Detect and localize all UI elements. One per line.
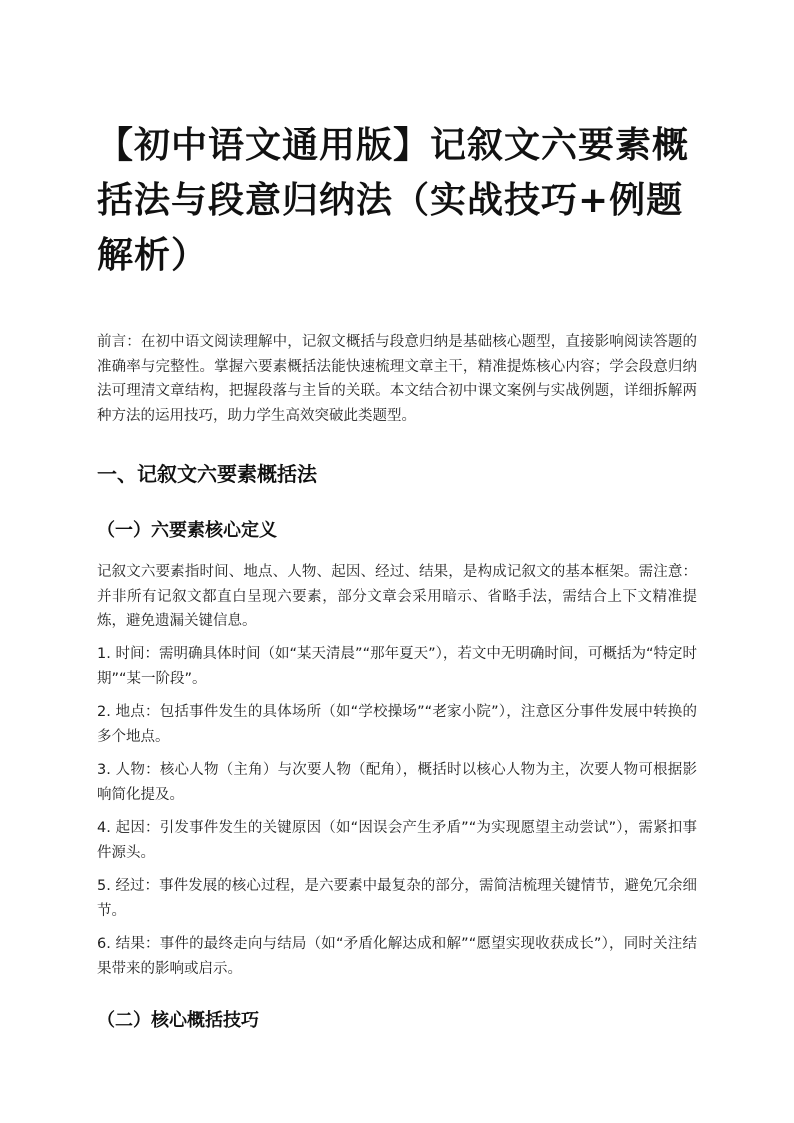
definition-intro-paragraph: 记叙文六要素指时间、地点、人物、起因、经过、结果，是构成记叙文的基本框架。需注意：并非所有记叙文都直白呈现六要素，部分文章会采用暗示、省略手法，需结合上下文精准提炼，避免遗漏关键信息。 (97, 564, 697, 629)
section-heading-six-elements: 一、记叙文六要素概括法 (97, 462, 317, 486)
list-item-place: 2. 地点：包括事件发生的具体场所（如“学校操场”“老家小院”），注意区分事件发展中转换的多个地点。 (97, 703, 697, 745)
document-title: 【初中语文通用版】记叙文六要素概括法与段意归纳法（实战技巧+例题解析） (97, 125, 690, 276)
preface-paragraph: 前言：在初中语文阅读理解中，记叙文概括与段意归纳是基础核心题型，直接影响阅读答题的准确率与完整性。掌握六要素概括法能快速梳理文章主干，精准提炼核心内容；学会段意归纳法可理清文章结构，把握段落与主旨的关联。本文结合初中课文案例与实战例题，详细拆解两种方法的运用技巧，助力学生高效突破此类题型。 (97, 334, 697, 424)
subsection-heading-definition: （一）六要素核心定义 (97, 520, 277, 541)
list-item-result: 6. 结果：事件的最终走向与结局（如“矛盾化解达成和解”“愿望实现收获成长”），同时关注结果带来的影响或启示。 (97, 935, 697, 977)
list-item-cause: 4. 起因：引发事件发生的关键原因（如“因误会产生矛盾”“为实现愿望主动尝试”），需紧扣事件源头。 (97, 819, 697, 861)
list-item-time: 1. 时间：需明确具体时间（如“某天清晨”“那年夏天”），若文中无明确时间，可概括为“特定时期”“某一阶段”。 (97, 645, 697, 687)
subsection-heading-techniques: （二）核心概括技巧 (97, 1009, 259, 1031)
six-elements-list (97, 642, 697, 982)
list-item-characters: 3. 人物：核心人物（主角）与次要人物（配角），概括时以核心人物为主，次要人物可根据影响简化提及。 (97, 761, 697, 803)
list-item-process: 5. 经过：事件发展的核心过程，是六要素中最复杂的部分，需简洁梳理关键情节，避免冗余细节。 (97, 877, 697, 919)
